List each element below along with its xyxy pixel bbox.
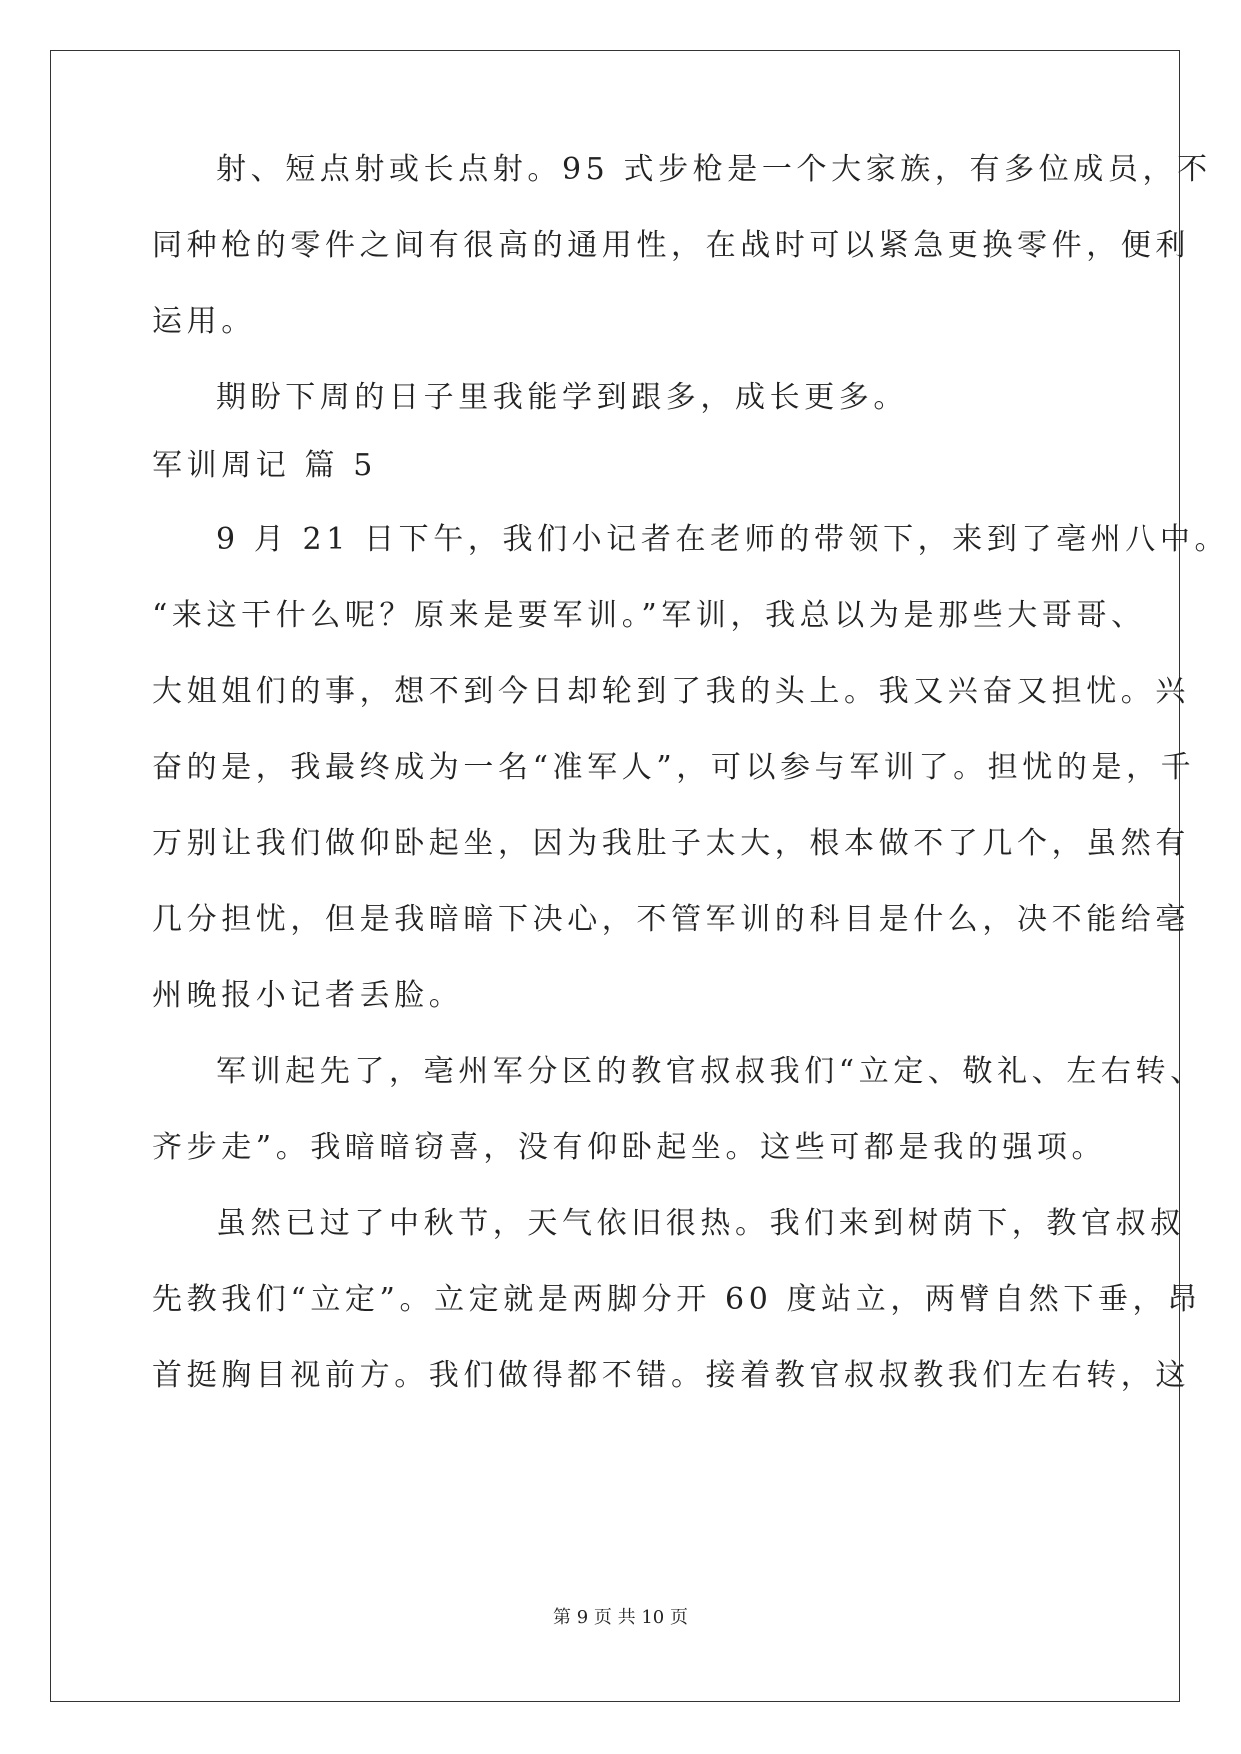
- paragraph-line: 大姐姐们的事，想不到今日却轮到了我的头上。我又兴奋又担忧。兴: [152, 674, 1190, 709]
- section-heading: 军训周记 篇 5: [152, 448, 377, 483]
- page-number-footer: 第 9 页 共 10 页: [553, 1607, 688, 1628]
- page-border: [50, 50, 1180, 1702]
- paragraph-line: 州晚报小记者丢脸。: [152, 978, 464, 1013]
- paragraph-line: 9 月 21 日下午，我们小记者在老师的带领下，来到了亳州八中。: [216, 522, 1230, 557]
- paragraph-line: 几分担忧，但是我暗暗下决心，不管军训的科目是什么，决不能给亳: [152, 902, 1190, 937]
- paragraph-line: “来这干什么呢？原来是要军训。”军训，我总以为是那些大哥哥、: [152, 598, 1146, 633]
- paragraph-line: 射、短点射或长点射。95 式步枪是一个大家族，有多位成员，不: [216, 152, 1212, 187]
- paragraph-line: 奋的是，我最终成为一名“准军人”，可以参与军训了。担忧的是，千: [152, 750, 1196, 785]
- paragraph-line: 同种枪的零件之间有很高的通用性，在战时可以紧急更换零件，便利: [152, 228, 1190, 263]
- paragraph-line: 先教我们“立定”。立定就是两脚分开 60 度站立，两臂自然下垂，昂: [152, 1282, 1202, 1317]
- paragraph-line: 期盼下周的日子里我能学到跟多，成长更多。: [216, 380, 908, 415]
- paragraph-line: 运用。: [152, 304, 256, 339]
- paragraph-line: 虽然已过了中秋节，天气依旧很热。我们来到树荫下，教官叔叔: [216, 1206, 1185, 1241]
- paragraph-line: 军训起先了，亳州军分区的教官叔叔我们“立定、敬礼、左右转、: [216, 1054, 1205, 1089]
- paragraph-line: 万别让我们做仰卧起坐，因为我肚子太大，根本做不了几个，虽然有: [152, 826, 1190, 861]
- paragraph-line: 齐步走”。我暗暗窃喜，没有仰卧起坐。这些可都是我的强项。: [152, 1130, 1107, 1165]
- paragraph-line: 首挺胸目视前方。我们做得都不错。接着教官叔叔教我们左右转，这: [152, 1358, 1190, 1393]
